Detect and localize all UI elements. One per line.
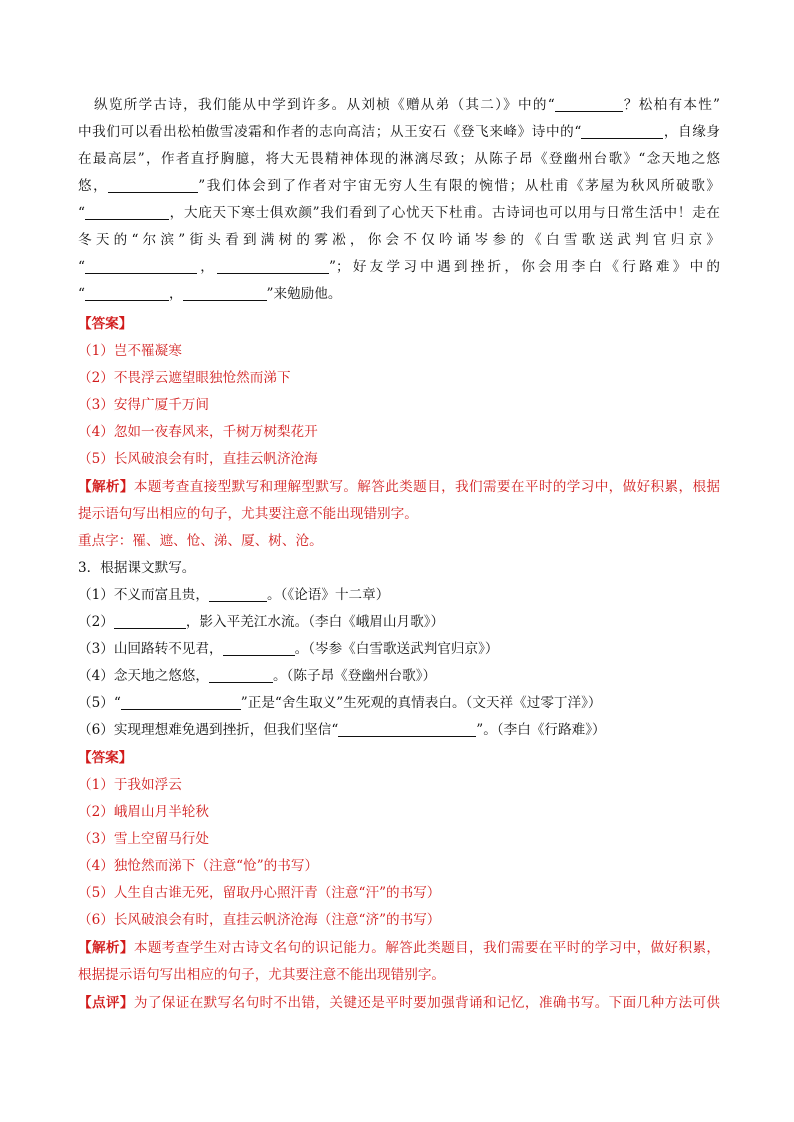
answer-blank[interactable] [217, 258, 329, 274]
answer-blank[interactable] [555, 96, 623, 112]
answer-blank[interactable] [114, 613, 186, 629]
answer-item: （1）于我如浮云 [78, 777, 182, 793]
q2-line-2: 中我们可以看出松柏傲雪凌霜和作者的志向高洁；从王安石《登飞来峰》诗中的“ ，自缘身 [78, 124, 721, 140]
answer-item: （3）雪上空留马行处 [78, 831, 209, 847]
answer-item: （6）长风破浪会有时，直挂云帆济沧海（注意“济”的书写） [78, 912, 441, 928]
answer-blank[interactable] [108, 177, 198, 193]
q3-item-1: （1）不义而富且贵， 。（《论语》十二章） [78, 587, 390, 603]
comment-line-1: 【点评】为了保证在默写名句时不出错，关键还是平时要加强背诵和记忆，准确书写。下面几种方法可供 [78, 995, 720, 1011]
answer-item: （2）不畏浮云遮望眼独怆然而涕下 [78, 370, 291, 386]
q2-line-5: “ ，大庇天下寒士俱欢颜”我们看到了心忧天下杜甫。古诗词也可以用与日常生活中！走在 [78, 205, 720, 221]
answer-blank[interactable] [85, 258, 197, 274]
q2-line-1: 纵览所学古诗，我们能从中学到许多。从刘桢《赠从弟（其二）》中的“ ？松柏有本性” [94, 97, 720, 113]
analysis-line-1: 【解析】本题考查学生对古诗文名句的识记能力。解答此类题目，我们需要在平时的学习中，做好积累， [78, 940, 720, 956]
answer-blank[interactable] [338, 721, 476, 737]
answer-item: （5）人生自古谁无死，留取丹心照汗青（注意“汗”的书写） [78, 885, 441, 901]
answer-item: （5）长风破浪会有时，直挂云帆济沧海 [78, 451, 318, 467]
comment-label: 【点评】 [78, 995, 134, 1011]
question-3-title: 3．根据课文默写。 [78, 560, 196, 576]
answer-blank[interactable] [581, 123, 663, 139]
analysis-line-2: 根据提示语句写出相应的句子，尤其要注意不能出现错别字。 [78, 967, 446, 983]
answer-item: （2）峨眉山月半轮秋 [78, 804, 209, 820]
analysis-line-1: 【解析】本题考查直接型默写和理解型默写。解答此类题目，我们需要在平时的学习中，做好积累，根据 [78, 479, 720, 495]
analysis-label: 【解析】 [78, 940, 134, 956]
q2-line-8: “ ， ”来勉励他。 [78, 286, 342, 302]
answer-header: 【答案】 [78, 316, 133, 332]
q2-line-7: “ ， ”；好友学习中遇到挫折，你会用李白《行路难》中的 [78, 259, 721, 275]
q3-item-4: （4）念天地之悠悠， 。（陈子昂《登幽州台歌》） [78, 668, 437, 684]
analysis-label: 【解析】 [78, 479, 134, 495]
q3-item-2: （2） ，影入平羌江水流。（李白《峨眉山月歌》） [78, 614, 445, 630]
q2-line-6: 冬天的“尔滨”街头看到满树的雾凇，你会不仅吟诵岑参的《白雪歌送武判官归京》 [78, 232, 720, 248]
answer-item: （3）安得广厦千万间 [78, 397, 209, 413]
q2-line-4: 悠， ”我们体会到了作者对宇宙无穷人生有限的惋惜；从杜甫《茅屋为秋风所破歌》 [78, 178, 720, 194]
q3-item-6: （6）实现理想难免遇到挫折，但我们坚信“ ”。（李白《行路难》） [78, 722, 606, 738]
answer-blank[interactable] [183, 285, 267, 301]
answer-blank[interactable] [85, 285, 169, 301]
q3-item-3: （3）山回路转不见君， 。（岑参《白雪歌送武判官归京》） [78, 641, 499, 657]
answer-blank[interactable] [223, 640, 295, 656]
q2-line-3: 在最高层”，作者直抒胸臆，将大无畏精神体现的淋漓尽致；从陈子昂《登幽州台歌》“念天地之悠 [78, 151, 720, 167]
answer-blank[interactable] [209, 586, 267, 602]
answer-header: 【答案】 [78, 750, 133, 766]
key-characters: 重点字：罹、遮、怆、涕、厦、树、沧。 [78, 533, 323, 549]
q3-item-5: （5）“ ”正是“舍生取义”生死观的真情表白。（文天祥《过零丁洋》） [78, 695, 602, 711]
answer-item: （4）忽如一夜春风来，千树万树梨花开 [78, 424, 318, 440]
answer-blank[interactable] [85, 204, 169, 220]
analysis-line-2: 提示语句写出相应的句子，尤其要注意不能出现错别字。 [78, 506, 418, 522]
answer-item: （4）独怆然而涕下（注意“怆”的书写） [78, 858, 319, 874]
answer-blank[interactable] [121, 694, 241, 710]
answer-blank[interactable] [209, 667, 273, 683]
answer-item: （1）岂不罹凝寒 [78, 343, 182, 359]
